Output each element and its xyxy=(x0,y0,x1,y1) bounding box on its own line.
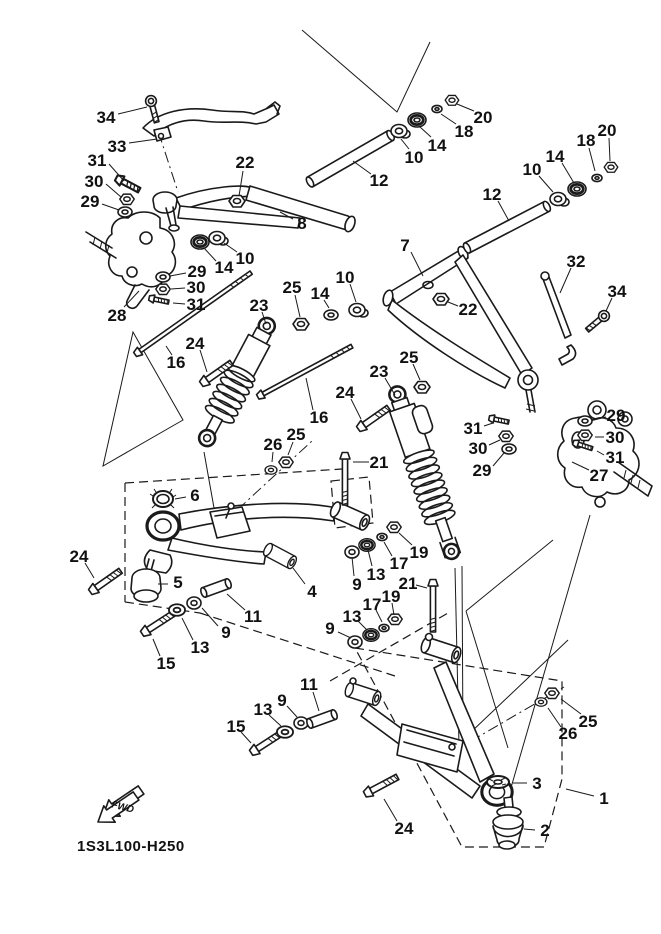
callout-label-5: 5 xyxy=(173,573,183,592)
callout-label-12: 12 xyxy=(369,171,389,190)
callout-leader-33 xyxy=(129,139,157,143)
callout-leader-12 xyxy=(498,201,509,221)
callout-label-30: 30 xyxy=(468,439,488,458)
lower-left-arm xyxy=(144,501,371,573)
diagram-code: 1S3L100-H250 xyxy=(77,838,185,855)
callout-leader-7 xyxy=(411,252,423,276)
construction-lines xyxy=(103,30,590,798)
nut-25-a xyxy=(293,319,309,331)
callout-label-18: 18 xyxy=(576,131,596,150)
callout-label-21: 21 xyxy=(369,453,389,472)
callout-label-15: 15 xyxy=(226,717,246,736)
callout-leader-31 xyxy=(173,303,185,304)
callout-leader-4 xyxy=(293,568,305,584)
nut-30-b xyxy=(156,284,170,294)
washer-13-a xyxy=(169,604,185,616)
washer-18-a xyxy=(432,105,442,112)
nut-22-right xyxy=(433,294,449,306)
callout-label-9: 9 xyxy=(277,691,287,710)
callout-label-11: 11 xyxy=(300,675,318,694)
callout-label-34: 34 xyxy=(607,282,627,301)
upper-left-arm xyxy=(153,186,357,233)
callout-label-14: 14 xyxy=(545,147,565,166)
callout-label-26: 26 xyxy=(263,435,283,454)
nut-25-b xyxy=(414,382,430,394)
callout-label-24: 24 xyxy=(335,383,355,402)
callout-leader-11 xyxy=(313,692,319,711)
nut-20-right xyxy=(604,162,618,172)
callout-label-14: 14 xyxy=(310,284,330,303)
washer-26-b xyxy=(535,698,547,707)
bushing-9-a xyxy=(187,597,201,609)
callout-leader-9 xyxy=(338,632,351,638)
nut-19-b xyxy=(388,614,402,624)
callout-label-8: 8 xyxy=(297,214,307,233)
callout-label-13: 13 xyxy=(190,638,210,657)
washer-17-b xyxy=(379,624,389,631)
callout-label-18: 18 xyxy=(454,122,474,141)
fwd-label: FWD xyxy=(110,799,135,816)
bushing-9-d xyxy=(294,717,308,729)
bushing-10-d xyxy=(349,304,368,318)
callout-leader-20 xyxy=(457,104,474,111)
bushing-10-b xyxy=(391,125,410,139)
callout-leader-29 xyxy=(102,204,119,210)
callout-leader-11 xyxy=(227,594,245,610)
callout-label-7: 7 xyxy=(400,236,410,255)
callout-label-28: 28 xyxy=(107,306,127,325)
washer-29-a xyxy=(118,207,132,217)
callout-label-10: 10 xyxy=(522,160,542,179)
callout-label-23: 23 xyxy=(249,296,269,315)
callout-leader-32 xyxy=(560,268,571,293)
callout-label-24: 24 xyxy=(185,334,205,353)
bearing-14-b xyxy=(408,113,426,127)
nut-30-d xyxy=(578,430,592,440)
washer-13-d xyxy=(277,726,293,738)
fwd-arrow-icon xyxy=(98,786,144,822)
callout-leader-29 xyxy=(493,453,504,466)
callout-label-27: 27 xyxy=(589,466,609,485)
nut-19-a xyxy=(387,522,401,532)
callout-label-2: 2 xyxy=(540,821,550,840)
callout-label-29: 29 xyxy=(472,461,492,480)
callout-leader-1 xyxy=(566,789,594,796)
washer-13-b xyxy=(359,539,375,552)
callout-label-10: 10 xyxy=(404,148,424,167)
washer-14-d xyxy=(324,310,338,320)
callout-leader-14 xyxy=(562,163,574,183)
callout-label-15: 15 xyxy=(156,654,176,673)
callout-label-11: 11 xyxy=(244,607,262,626)
upper-right-arm xyxy=(382,245,538,412)
callout-label-6: 6 xyxy=(190,486,200,505)
callout-label-19: 19 xyxy=(381,587,401,606)
callout-leader-16 xyxy=(306,378,313,410)
callout-label-31: 31 xyxy=(463,419,483,438)
callout-label-26: 26 xyxy=(558,724,578,743)
callout-label-14: 14 xyxy=(427,136,447,155)
callout-label-12: 12 xyxy=(482,185,502,204)
callout-leader-21 xyxy=(416,585,427,588)
callout-leader-18 xyxy=(589,148,595,171)
pivot-shaft-12-right xyxy=(462,200,552,254)
bolt-24-d xyxy=(362,772,400,799)
callout-label-29: 29 xyxy=(187,262,207,281)
callout-label-33: 33 xyxy=(107,137,127,156)
callout-leader-24 xyxy=(384,799,397,821)
callout-leader-29 xyxy=(170,273,186,276)
nut-25-c xyxy=(279,457,293,467)
callout-leader-13 xyxy=(368,550,372,566)
callout-leader-30 xyxy=(171,288,185,289)
bearing-14-a xyxy=(191,235,209,249)
callout-label-9: 9 xyxy=(325,619,335,638)
callout-label-24: 24 xyxy=(394,819,414,838)
callout-label-25: 25 xyxy=(578,712,598,731)
callout-label-14: 14 xyxy=(214,258,234,277)
callout-leader-12 xyxy=(353,161,371,174)
nut-30-c xyxy=(499,431,513,441)
callout-label-21: 21 xyxy=(398,574,418,593)
callout-label-32: 32 xyxy=(566,252,586,271)
callout-leader-6 xyxy=(175,497,186,499)
callout-label-20: 20 xyxy=(473,108,493,127)
callout-label-4: 4 xyxy=(307,582,317,601)
nut-25-d xyxy=(545,688,559,698)
washer-29-b xyxy=(156,272,170,282)
callout-leader-25 xyxy=(295,295,300,317)
callout-label-25: 25 xyxy=(399,348,419,367)
ball-joint-upper-right xyxy=(518,370,538,390)
callout-leader-22 xyxy=(448,302,458,306)
callout-leader-13 xyxy=(182,618,193,640)
washer-13-c xyxy=(363,629,379,642)
callout-label-3: 3 xyxy=(532,774,542,793)
callout-label-1: 1 xyxy=(599,789,609,808)
callout-label-29: 29 xyxy=(606,406,626,425)
callout-label-22: 22 xyxy=(458,300,478,319)
snap-ring-6 xyxy=(150,489,176,508)
callout-leader-9 xyxy=(287,706,297,717)
callout-label-25: 25 xyxy=(286,425,306,444)
callout-label-16: 16 xyxy=(309,408,329,427)
callout-label-13: 13 xyxy=(366,565,386,584)
brake-hose-holder-32 xyxy=(541,272,576,365)
callout-label-24: 24 xyxy=(69,547,89,566)
callout-label-25: 25 xyxy=(282,278,302,297)
callout-leader-2 xyxy=(524,829,535,830)
callout-label-10: 10 xyxy=(335,268,355,287)
bushing-10-c xyxy=(550,193,569,207)
callout-label-16: 16 xyxy=(166,353,186,372)
callout-leader-31 xyxy=(484,423,493,426)
nut-22-left xyxy=(229,196,245,208)
callout-label-19: 19 xyxy=(409,543,429,562)
callout-label-10: 10 xyxy=(235,249,255,268)
callout-label-29: 29 xyxy=(80,192,100,211)
callout-leader-20 xyxy=(609,138,610,161)
screw-31-b xyxy=(148,294,169,306)
callout-label-31: 31 xyxy=(87,151,107,170)
callout-label-30: 30 xyxy=(186,278,206,297)
callout-label-30: 30 xyxy=(605,428,625,447)
collar-11-b xyxy=(306,709,339,729)
nut-30-a xyxy=(120,194,134,204)
washer-18-b xyxy=(592,174,602,181)
washer-26-a xyxy=(265,466,277,475)
callout-label-17: 17 xyxy=(362,595,382,614)
callout-leader-9 xyxy=(202,608,218,626)
screw-31-a xyxy=(114,173,142,194)
callout-label-9: 9 xyxy=(352,575,362,594)
callout-leader-24 xyxy=(351,399,361,419)
callout-leader-30 xyxy=(489,440,500,445)
callout-label-13: 13 xyxy=(253,700,273,719)
callout-label-31: 31 xyxy=(605,448,625,467)
callout-leader-9 xyxy=(352,557,354,576)
nut-20-left xyxy=(445,95,459,105)
washer-29-d xyxy=(578,416,592,426)
bushing-9-b xyxy=(345,546,359,558)
bearing-14-c xyxy=(568,182,586,196)
callout-label-31: 31 xyxy=(186,295,206,314)
lock-washer-3 xyxy=(487,776,509,788)
callout-label-23: 23 xyxy=(369,362,389,381)
callout-label-30: 30 xyxy=(84,172,104,191)
callout-label-34: 34 xyxy=(96,108,116,127)
bushing-10-a xyxy=(209,232,228,246)
shock-absorber-right xyxy=(380,379,476,563)
bolt-34-right xyxy=(584,308,612,334)
callout-leader-34 xyxy=(118,107,147,114)
callout-leader-24 xyxy=(200,350,207,372)
callout-label-9: 9 xyxy=(221,623,231,642)
callout-label-13: 13 xyxy=(342,607,362,626)
washer-17-a xyxy=(377,533,387,540)
callout-label-22: 22 xyxy=(235,153,255,172)
callout-label-17: 17 xyxy=(389,554,409,573)
washer-29-c xyxy=(502,444,516,454)
stabilizer-bar xyxy=(143,102,280,141)
screw-31-c xyxy=(488,414,509,426)
callout-label-20: 20 xyxy=(597,121,617,140)
bolt-24-c xyxy=(87,566,124,596)
